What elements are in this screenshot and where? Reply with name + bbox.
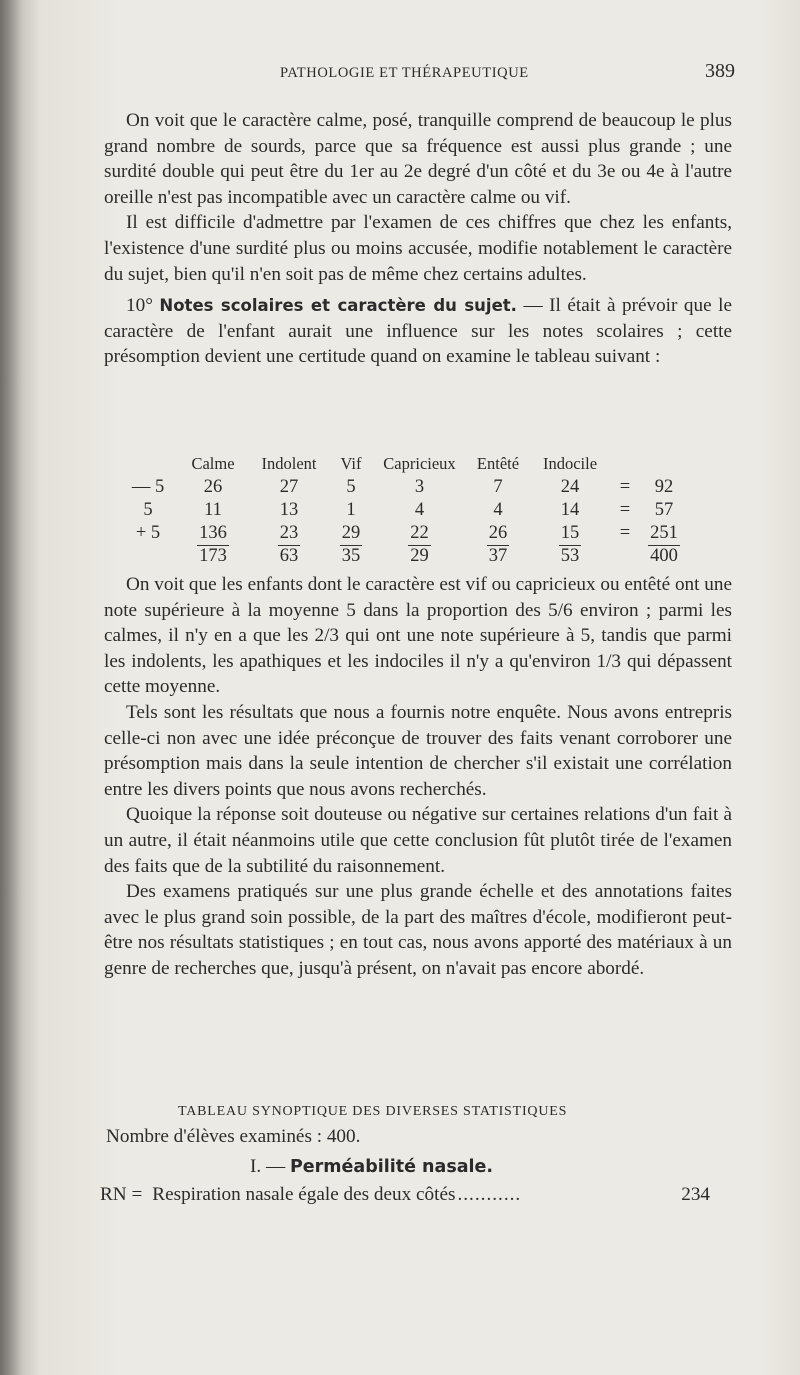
section-number: 10° xyxy=(126,295,153,317)
paragraph-5: Tels sont les résultats que nous a fournis notre enquête. Nous avons entrepris celle-ci non avec une idée préconçue de trouver des faits venant corroborer une présomption mais dans la seule intention de chercher s'il existait une corrélation entre les divers points que nous avons recherchés. xyxy=(104,701,732,800)
grand-total: 400 xyxy=(650,546,678,566)
paragraph-7: Des examens pratiqués sur une plus grande échelle et des annotations faites avec le plus grand soin possible, de la part des maîtres d'école, modifieront peut-être nos résultats statistiques ; en tout cas, nous avons apporté des matériaux à un genre de recherches que, jusqu'à présent, on n'avait pas encore abordé. xyxy=(104,881,732,979)
table-cell: 4 xyxy=(414,500,425,520)
page-header xyxy=(280,60,735,83)
synopsis-title: TABLEAU SYNOPTIQUE DES DIVERSES STATISTIQUES xyxy=(178,1104,568,1119)
table-cell: 15 xyxy=(560,523,580,543)
paragraph-3 xyxy=(104,293,732,370)
table-header-row xyxy=(118,452,689,476)
students-examined: Nombre d'élèves examinés : 400. xyxy=(106,1126,361,1147)
col-indocile: Indocile xyxy=(542,454,598,473)
running-head: PATHOLOGIE ET THÉRAPEUTIQUE xyxy=(280,65,529,81)
main-text-continued xyxy=(104,572,732,982)
table-sum-row xyxy=(118,545,689,568)
row-label: 5 xyxy=(143,500,153,520)
table-cell: 7 xyxy=(493,477,503,497)
table-row xyxy=(118,499,689,522)
table-cell: 13 xyxy=(279,500,299,520)
section-title-text: Perméabilité nasale. xyxy=(289,1157,494,1177)
column-sum: 173 xyxy=(199,546,227,566)
column-sum: 29 xyxy=(410,546,429,566)
paragraph-3-text: — Il était à prévoir que le caractère de l'enfant aurait une influence sur les notes scolaires ; cette présomption devient une certitude quand on examine le tableau suivant : xyxy=(104,295,732,368)
table-row xyxy=(118,476,689,499)
main-text xyxy=(104,108,732,370)
table-cell: 11 xyxy=(204,500,222,520)
leader-dots: ........... xyxy=(457,1184,522,1205)
table-cell: 26 xyxy=(488,523,508,543)
paragraph-1: On voit que le caractère calme, posé, tranquille comprend de beaucoup le plus grand nombre de sourds, parce que sa fréquence est aussi plus grande ; une surdité double qui peut être du 1er au 2e degré d'un côté et du 3e ou 4e à l'autre oreille n'est pas incompatible avec un caractère calme ou vif. xyxy=(104,110,732,208)
table-cell: 24 xyxy=(560,477,580,497)
table-row xyxy=(118,522,689,545)
equals-sign: = xyxy=(619,500,631,520)
section-heading-nasal xyxy=(250,1156,493,1178)
row-label: — 5 xyxy=(131,477,165,497)
table-cell: 136 xyxy=(199,523,227,543)
page-number: 389 xyxy=(705,60,735,82)
table-cell: 27 xyxy=(279,477,299,497)
column-sum: 37 xyxy=(488,546,508,566)
col-capricieux: Capricieux xyxy=(383,454,456,473)
equals-sign: = xyxy=(619,523,631,543)
paragraph-2: Il est difficile d'admettre par l'examen de ces chiffres que chez les enfants, l'existence d'une surdité plus ou moins accusée, modifie notablement le caractère du sujet, bien qu'il n'en soit pas de même chez certains adultes. xyxy=(104,212,732,285)
row-total: 251 xyxy=(650,523,678,543)
col-indolent: Indolent xyxy=(261,454,317,473)
column-sum: 35 xyxy=(341,546,361,566)
table-cell: 26 xyxy=(203,477,223,497)
table-cell: 14 xyxy=(560,500,580,520)
col-vif: Vif xyxy=(340,454,362,473)
table-cell: 23 xyxy=(279,523,299,543)
row-total: 92 xyxy=(654,477,674,497)
section-heading: Notes scolaires et caractère du sujet. xyxy=(159,296,517,316)
rn-entry xyxy=(100,1184,710,1206)
rn-label: RN = xyxy=(100,1184,143,1205)
section-number-roman: I. — xyxy=(250,1156,286,1177)
table-cell: 29 xyxy=(341,523,361,543)
rn-text: Respiration nasale égale des deux côtés xyxy=(152,1184,456,1205)
table-cell: 5 xyxy=(346,477,356,497)
table-cell: 4 xyxy=(493,500,503,520)
table-cell: 22 xyxy=(410,523,429,543)
row-total: 57 xyxy=(654,500,674,520)
col-calme: Calme xyxy=(191,454,235,473)
table-cell: 3 xyxy=(414,477,425,497)
paragraph-6: Quoique la réponse soit douteuse ou négative sur certaines relations d'un fait à un autre, il était néanmoins utile que cette conclusion fût plutôt tirée de l'examen des faits que de la subtilité du raisonnement. xyxy=(104,804,732,877)
row-label: + 5 xyxy=(135,523,161,543)
col-entete: Entêté xyxy=(476,454,520,473)
rn-value: 234 xyxy=(681,1184,710,1205)
column-sum: 53 xyxy=(560,546,580,566)
grades-character-table xyxy=(118,452,689,568)
column-sum: 63 xyxy=(279,546,299,566)
equals-sign: = xyxy=(619,477,631,497)
table-cell: 1 xyxy=(346,500,356,520)
paragraph-4: On voit que les enfants dont le caractère est vif ou capricieux ou entêté ont une note supérieure à la moyenne 5 dans la proportion des 5/6 environ ; parmi les calmes, il n'y en a que les 2/3 qui ont une note supérieure à 5, tandis que parmi les indolents, les apathiques et les indociles il n'y a qu'environ 1/3 qui dépassent cette moyenne. xyxy=(104,574,732,698)
